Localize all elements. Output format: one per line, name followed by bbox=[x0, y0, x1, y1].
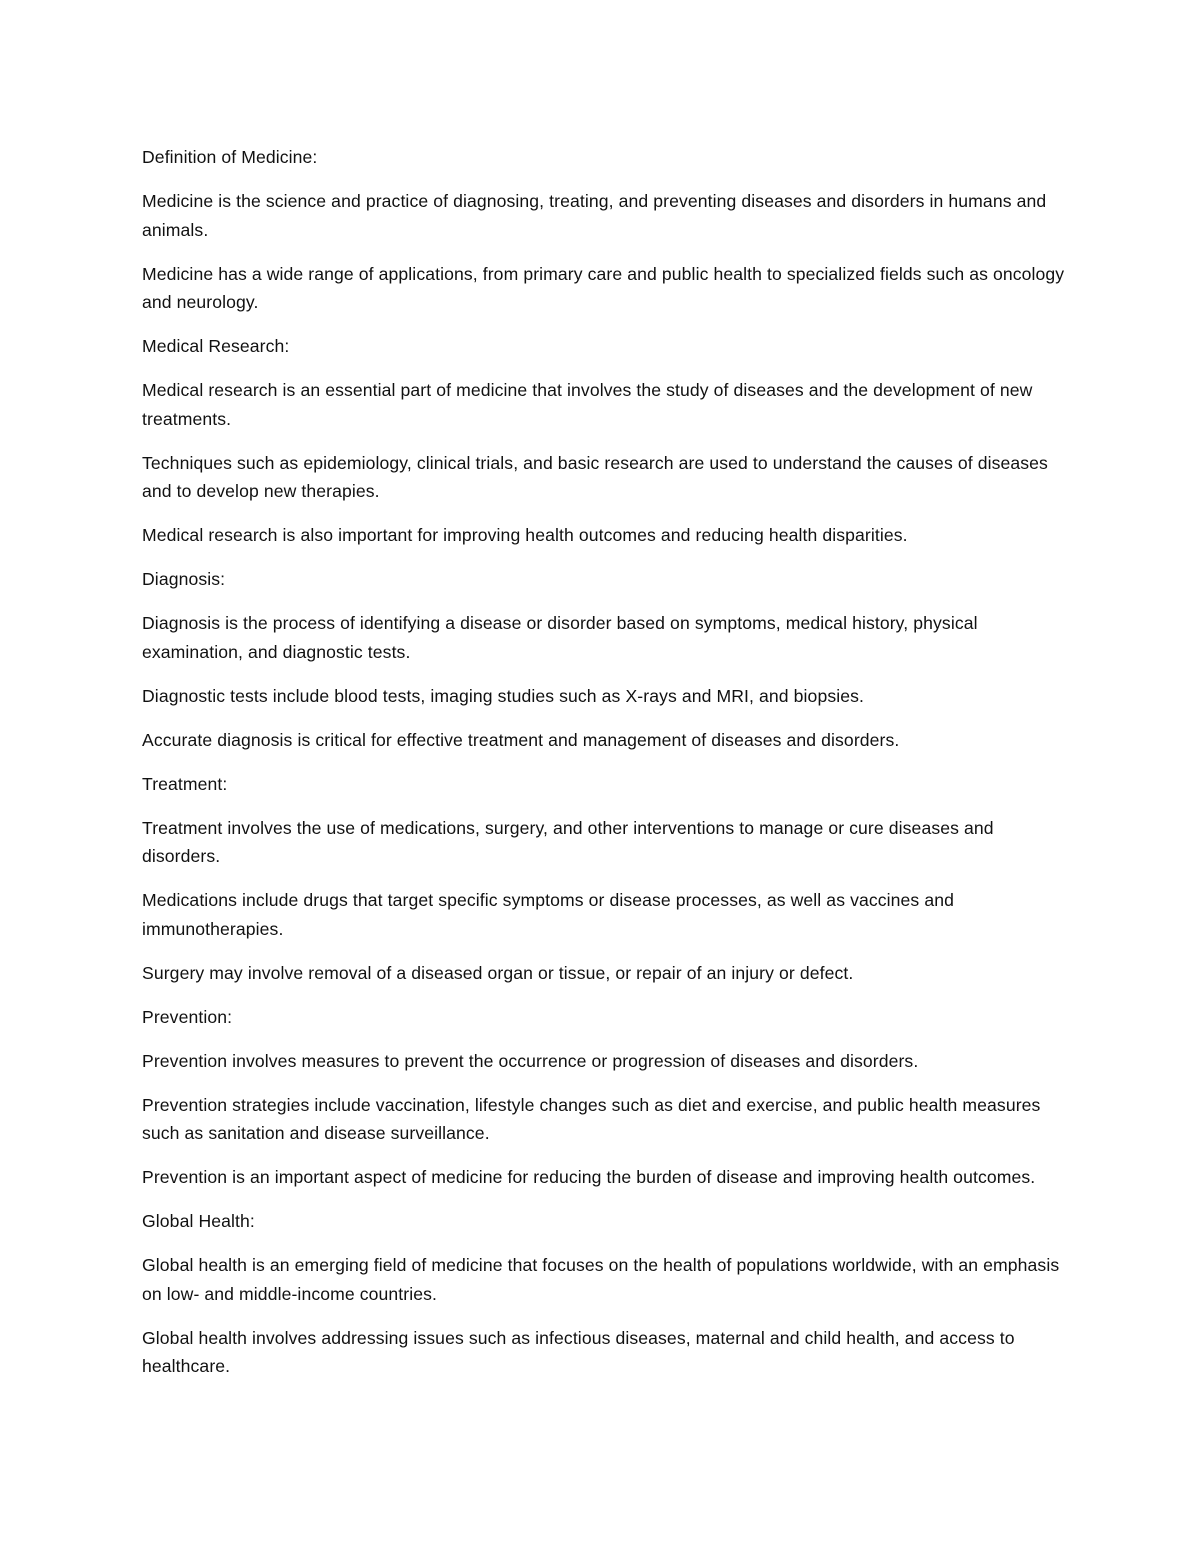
section-heading: Treatment: bbox=[142, 773, 228, 794]
paragraph: Accurate diagnosis is critical for effective treatment and management of diseases and disorders. bbox=[142, 729, 900, 750]
paragraph: Prevention involves measures to prevent the occurrence or progression of diseases and disorders. bbox=[142, 1050, 919, 1071]
paragraph: Medications include drugs that target specific symptoms or disease processes, as well as vaccines and immunotherapies. bbox=[142, 890, 954, 939]
paragraph: Surgery may involve removal of a diseased organ or tissue, or repair of an injury or defect. bbox=[142, 962, 854, 983]
section-heading: Global Health: bbox=[142, 1211, 255, 1231]
paragraph: Diagnostic tests include blood tests, imaging studies such as X-rays and MRI, and biopsies. bbox=[142, 685, 865, 706]
paragraph: Medicine has a wide range of applications, from primary care and public health to specialized fields such as oncology and neurology. bbox=[142, 263, 1065, 312]
section-heading: Medical Research: bbox=[142, 336, 290, 356]
section-heading: Diagnosis: bbox=[142, 569, 226, 589]
section-heading: Definition of Medicine: bbox=[142, 147, 318, 167]
paragraph: Diagnosis is the process of identifying a disease or disorder based on symptoms, medical history, physical examination, and diagnostic tests. bbox=[142, 613, 978, 662]
paragraph: Global health involves addressing issues such as infectious diseases, maternal and child health, and access to healthcare. bbox=[142, 1327, 1015, 1376]
paragraph: Medical research is also important for improving health outcomes and reducing health disparities. bbox=[142, 525, 908, 545]
paragraph: Prevention is an important aspect of medicine for reducing the burden of disease and improving health outcomes. bbox=[142, 1167, 1036, 1187]
paragraph: Prevention strategies include vaccination, lifestyle changes such as diet and exercise, and public health measures such as sanitation and disease surveillance. bbox=[142, 1094, 1041, 1143]
paragraph: Global health is an emerging field of medicine that focuses on the health of populations worldwide, with an emphasis on low- and middle-income countries. bbox=[142, 1255, 1060, 1304]
paragraph: Medical research is an essential part of medicine that involves the study of diseases and the development of new treatments. bbox=[142, 380, 1033, 429]
paragraph: Treatment involves the use of medications, surgery, and other interventions to manage or cure diseases and disorders. bbox=[142, 817, 994, 866]
paragraph: Techniques such as epidemiology, clinical trials, and basic research are used to understand the causes of diseases and to develop new therapies. bbox=[142, 452, 1048, 501]
document-body bbox=[142, 143, 1072, 1396]
paragraph: Medicine is the science and practice of diagnosing, treating, and preventing diseases and disorders in humans and animals. bbox=[142, 191, 1047, 240]
section-heading: Prevention: bbox=[142, 1006, 233, 1027]
